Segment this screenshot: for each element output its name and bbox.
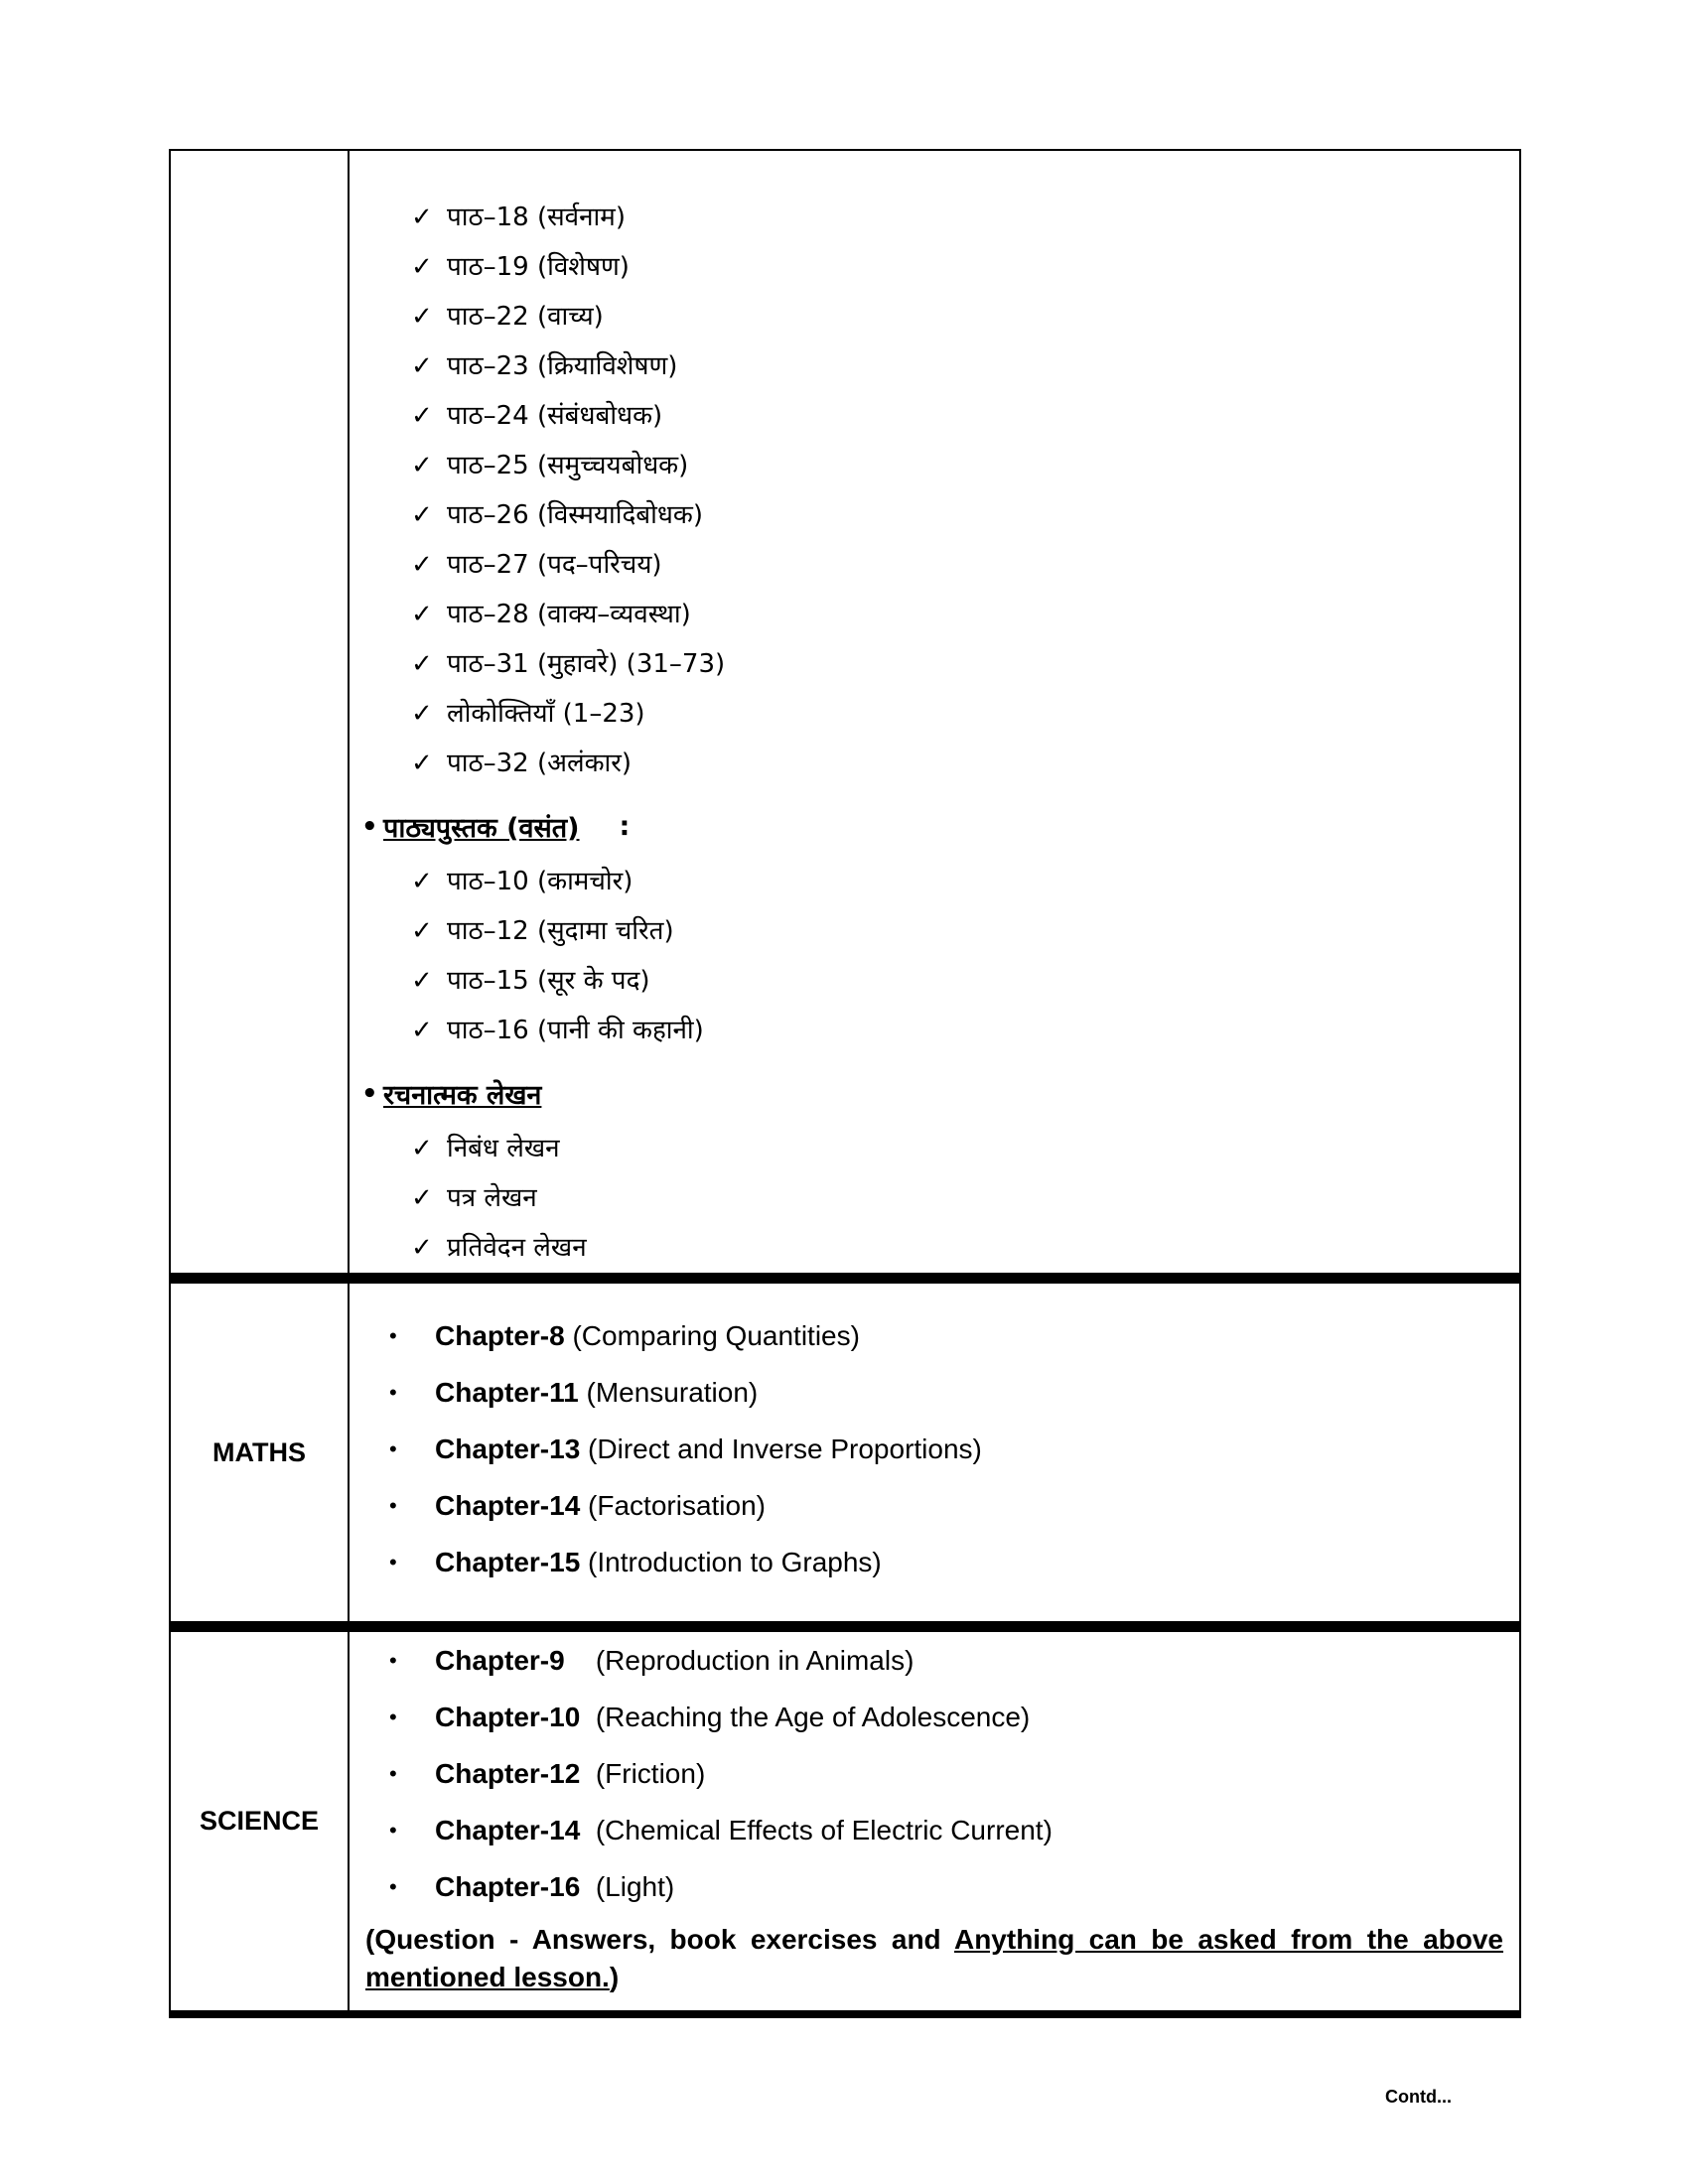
check-icon: ✓ bbox=[411, 867, 433, 896]
check-icon: ✓ bbox=[411, 749, 433, 778]
list-item: ✓ पाठ–23 (क्रियाविशेषण) bbox=[411, 341, 1519, 391]
check-icon: ✓ bbox=[411, 302, 433, 332]
check-icon: ✓ bbox=[411, 500, 433, 530]
science-row bbox=[170, 1627, 1520, 2015]
list-item: ✓ पाठ–24 (संबंधबोधक) bbox=[411, 391, 1519, 441]
science-subject-cell: SCIENCE bbox=[170, 1627, 349, 2015]
check-icon: ✓ bbox=[411, 252, 433, 282]
list-item: ✓ पाठ–26 (विस्मयादिबोधक) bbox=[411, 490, 1519, 540]
list-item: • Chapter-14 (Chemical Effects of Electric Current) bbox=[389, 1802, 1519, 1858]
science-chapter-list bbox=[350, 1632, 1519, 1915]
check-icon: ✓ bbox=[411, 351, 433, 381]
list-item: ✓ पाठ–10 (कामचोर) bbox=[411, 857, 1519, 906]
check-icon: ✓ bbox=[411, 649, 433, 679]
list-item: ✓ पाठ–32 (अलंकार) bbox=[411, 739, 1519, 788]
list-item: ✓ पाठ–18 (सर्वनाम) bbox=[411, 193, 1519, 242]
bullet-icon: • bbox=[389, 1648, 397, 1673]
list-item: ✓ पाठ–25 (समुच्चयबोधक) bbox=[411, 441, 1519, 490]
bullet-icon: • bbox=[389, 1818, 397, 1843]
list-item: ✓ प्रतिवेदन लेखन bbox=[411, 1223, 1519, 1273]
bullet-icon: • bbox=[389, 1874, 397, 1899]
list-item: ✓ निबंध लेखन bbox=[411, 1124, 1519, 1173]
check-icon: ✓ bbox=[411, 451, 433, 480]
list-item: ✓ पत्र लेखन bbox=[411, 1173, 1519, 1223]
list-item: • Chapter-12 (Friction) bbox=[389, 1745, 1519, 1802]
contd-label: Contd... bbox=[1385, 2087, 1452, 2107]
maths-subject-cell: MATHS bbox=[170, 1279, 349, 1627]
list-item: ✓ पाठ–16 (पानी की कहानी) bbox=[411, 1006, 1519, 1055]
textbook-list bbox=[350, 857, 1519, 1055]
hindi-content-cell bbox=[349, 150, 1520, 1279]
bullet-icon: • bbox=[389, 1322, 397, 1348]
hindi-row bbox=[170, 150, 1520, 1279]
list-item: ✓ लोकोक्तियाँ (1–23) bbox=[411, 689, 1519, 739]
list-item: • Chapter-10 (Reaching the Age of Adolescence) bbox=[389, 1689, 1519, 1745]
list-item: • Chapter-9 (Reproduction in Animals) bbox=[389, 1632, 1519, 1689]
list-item: • Chapter-15 (Introduction to Graphs) bbox=[389, 1534, 1519, 1590]
maths-row bbox=[170, 1279, 1520, 1627]
list-item: ✓ पाठ–27 (पद–परिचय) bbox=[411, 540, 1519, 590]
list-item: • Chapter-8 (Comparing Quantities) bbox=[389, 1307, 1519, 1364]
check-icon: ✓ bbox=[411, 1233, 433, 1263]
textbook-heading: • पाठ्यपुस्तक (वसंत) : bbox=[361, 811, 631, 844]
check-icon: ✓ bbox=[411, 401, 433, 431]
bullet-icon: • bbox=[389, 1705, 397, 1729]
bullet-icon: • bbox=[389, 1549, 397, 1574]
maths-content-cell bbox=[349, 1279, 1520, 1627]
hindi-subject-cell bbox=[170, 150, 349, 1279]
creative-writing-list bbox=[350, 1124, 1519, 1273]
check-icon: ✓ bbox=[411, 1183, 433, 1213]
science-content-cell bbox=[349, 1627, 1520, 2015]
check-icon: ✓ bbox=[411, 203, 433, 232]
bullet-icon: • bbox=[389, 1435, 397, 1461]
bullet-icon: • bbox=[361, 1078, 378, 1109]
bullet-icon: • bbox=[361, 811, 378, 842]
hindi-grammar-list bbox=[350, 193, 1519, 788]
list-item: • Chapter-14 (Factorisation) bbox=[389, 1477, 1519, 1534]
bullet-icon: • bbox=[389, 1492, 397, 1518]
list-item: ✓ पाठ–31 (मुहावरे) (31–73) bbox=[411, 639, 1519, 689]
bullet-icon: • bbox=[389, 1379, 397, 1405]
check-icon: ✓ bbox=[411, 916, 433, 946]
check-icon: ✓ bbox=[411, 550, 433, 580]
syllabus-sheet bbox=[169, 149, 1521, 2018]
bullet-icon: • bbox=[389, 1761, 397, 1786]
science-note: (Question - Answers, book exercises and Anything can be asked from the above mentioned lesson.) bbox=[365, 1924, 1503, 1992]
check-icon: ✓ bbox=[411, 966, 433, 996]
maths-chapter-list bbox=[350, 1307, 1519, 1590]
list-item: ✓ पाठ–15 (सूर के पद) bbox=[411, 956, 1519, 1006]
list-item: ✓ पाठ–22 (वाच्य) bbox=[411, 292, 1519, 341]
creative-writing-heading: • रचनात्मक लेखन bbox=[361, 1078, 542, 1111]
check-icon: ✓ bbox=[411, 600, 433, 629]
check-icon: ✓ bbox=[411, 1016, 433, 1045]
list-item: ✓ पाठ–28 (वाक्य–व्यवस्था) bbox=[411, 590, 1519, 639]
check-icon: ✓ bbox=[411, 1134, 433, 1163]
list-item: • Chapter-13 (Direct and Inverse Proportions) bbox=[389, 1421, 1519, 1477]
list-item: ✓ पाठ–19 (विशेषण) bbox=[411, 242, 1519, 292]
list-item: • Chapter-11 (Mensuration) bbox=[389, 1364, 1519, 1421]
list-item: ✓ पाठ–12 (सुदामा चरित) bbox=[411, 906, 1519, 956]
check-icon: ✓ bbox=[411, 699, 433, 729]
syllabus-table bbox=[169, 149, 1521, 2018]
list-item: • Chapter-16 (Light) bbox=[389, 1858, 1519, 1915]
